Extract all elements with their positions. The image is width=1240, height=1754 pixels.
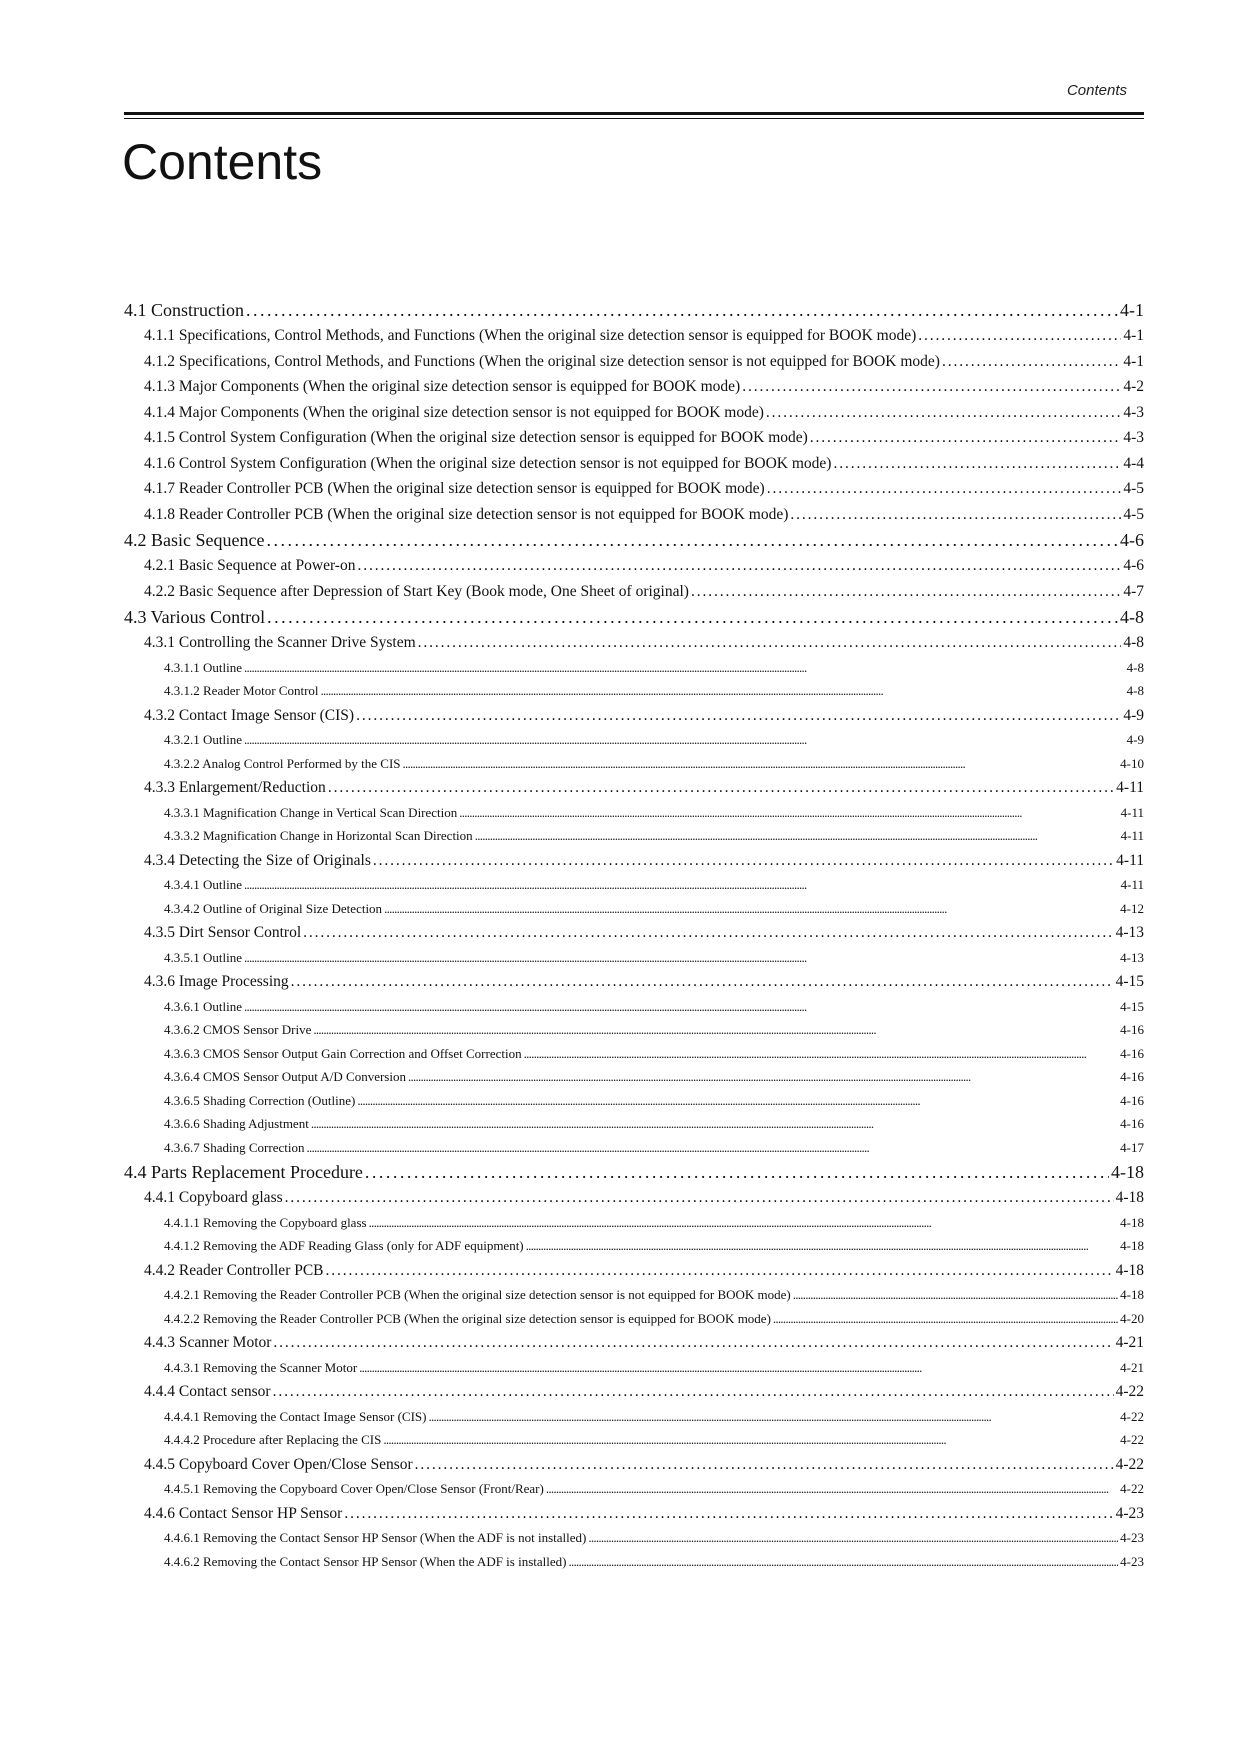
toc-entry-title: 4.4.6 Contact Sensor HP Sensor bbox=[144, 1504, 343, 1522]
toc-entry[interactable] bbox=[124, 703, 1144, 729]
toc-entry-page: 4-20 bbox=[1120, 1310, 1144, 1326]
toc-entry[interactable] bbox=[124, 679, 1144, 703]
toc-dot-leader bbox=[429, 1405, 1119, 1429]
toc-entry[interactable] bbox=[124, 897, 1144, 921]
toc-entry-title: 4.3.2.2 Analog Control Performed by the CIS bbox=[164, 755, 401, 771]
toc-entry-page: 4-18 bbox=[1120, 1238, 1144, 1253]
toc-dot-leader bbox=[359, 1356, 1118, 1380]
toc-entry[interactable] bbox=[124, 476, 1144, 502]
toc-entry-page: 4-21 bbox=[1120, 1359, 1144, 1375]
toc-dot-leader bbox=[267, 604, 1118, 630]
toc-entry[interactable] bbox=[124, 579, 1144, 605]
toc-entry-title: 4.1.6 Control System Configuration (When the original size detection sensor is not equipped for BOOK mode) bbox=[144, 454, 832, 472]
toc-dot-leader bbox=[546, 1477, 1118, 1501]
toc-dot-leader bbox=[273, 1379, 1114, 1405]
toc-entry[interactable] bbox=[124, 604, 1144, 630]
toc-entry-page: 4-5 bbox=[1123, 505, 1144, 523]
toc-entry-page: 4-6 bbox=[1120, 530, 1144, 550]
toc-entry[interactable] bbox=[124, 553, 1144, 579]
toc-entry[interactable] bbox=[124, 1428, 1144, 1452]
toc-entry-page: 4-16 bbox=[1120, 1022, 1144, 1037]
toc-entry-title: 4.2 Basic Sequence bbox=[124, 530, 265, 550]
toc-entry-title: 4.4 Parts Replacement Procedure bbox=[124, 1162, 363, 1182]
toc-entry-page: 4-10 bbox=[1120, 755, 1144, 771]
toc-entry-title: 4.1 Construction bbox=[124, 300, 244, 320]
toc-entry-title: 4.4.6.2 Removing the Contact Sensor HP Sensor (When the ADF is installed) bbox=[164, 1553, 567, 1569]
toc-entry[interactable] bbox=[124, 527, 1144, 553]
toc-dot-leader bbox=[369, 1211, 1119, 1235]
toc-dot-leader bbox=[244, 946, 1118, 970]
toc-dot-leader bbox=[344, 1501, 1113, 1527]
toc-entry-page: 4-23 bbox=[1115, 1504, 1144, 1522]
toc-entry-title: 4.4.5.1 Removing the Copyboard Cover Open/Close Sensor (Front/Rear) bbox=[164, 1481, 544, 1496]
toc-entry[interactable] bbox=[124, 1452, 1144, 1478]
toc-entry-page: 4-11 bbox=[1116, 779, 1144, 796]
toc-entry-title: 4.3.5.1 Outline bbox=[164, 949, 242, 965]
toc-entry-title: 4.3.2 Contact Image Sensor (CIS) bbox=[144, 706, 355, 724]
toc-dot-leader bbox=[273, 1330, 1113, 1356]
toc-dot-leader bbox=[568, 1550, 1118, 1574]
toc-entry-title: 4.3.6.1 Outline bbox=[164, 998, 242, 1014]
toc-entry-page: 4-21 bbox=[1115, 1334, 1144, 1351]
toc-entry[interactable] bbox=[124, 752, 1144, 776]
toc-dot-leader bbox=[942, 349, 1121, 375]
toc-entry-page: 4-11 bbox=[1116, 851, 1144, 869]
toc-entry-title: 4.3.6.6 Shading Adjustment bbox=[164, 1116, 309, 1131]
toc-entry-page: 4-11 bbox=[1120, 877, 1144, 892]
toc-entry[interactable] bbox=[124, 323, 1144, 349]
toc-dot-leader bbox=[326, 1258, 1114, 1284]
toc-entry[interactable] bbox=[124, 1136, 1144, 1160]
toc-entry[interactable] bbox=[124, 656, 1144, 680]
page-title: Contents bbox=[122, 134, 323, 190]
toc-entry-title: 4.3.6.4 CMOS Sensor Output A/D Conversion bbox=[164, 1069, 406, 1084]
toc-entry-title: 4.3 Various Control bbox=[124, 607, 266, 627]
toc-entry-page: 4-3 bbox=[1123, 403, 1144, 421]
toc-dot-leader bbox=[285, 1185, 1114, 1211]
toc-entry-page: 4-16 bbox=[1120, 1045, 1144, 1061]
toc-entry-title: 4.3.4 Detecting the Size of Originals bbox=[144, 851, 371, 869]
toc-entry-title: 4.3.6.7 Shading Correction bbox=[164, 1139, 305, 1155]
toc-dot-leader bbox=[588, 1526, 1118, 1550]
toc-dot-leader bbox=[524, 1042, 1119, 1066]
toc-entry-page: 4-22 bbox=[1115, 1383, 1144, 1400]
toc-entry[interactable] bbox=[124, 848, 1144, 874]
toc-dot-leader bbox=[403, 752, 1119, 776]
toc-entry-page: 4-18 bbox=[1111, 1162, 1144, 1182]
toc-entry[interactable] bbox=[124, 1065, 1144, 1089]
toc-dot-leader bbox=[790, 502, 1121, 528]
toc-entry[interactable] bbox=[124, 1330, 1144, 1356]
toc-dot-leader bbox=[766, 400, 1121, 426]
toc-dot-leader bbox=[526, 1234, 1119, 1258]
toc-dot-leader bbox=[356, 703, 1121, 729]
toc-entry[interactable] bbox=[124, 630, 1144, 656]
toc-entry-title: 4.4.1.1 Removing the Copyboard glass bbox=[164, 1214, 367, 1230]
running-header: Contents bbox=[1066, 82, 1127, 99]
toc-entry[interactable] bbox=[124, 1379, 1144, 1405]
toc-dot-leader bbox=[833, 451, 1121, 477]
toc-entry[interactable] bbox=[124, 374, 1144, 400]
toc-entry[interactable] bbox=[124, 297, 1144, 323]
toc-entry-title: 4.1.4 Major Components (When the original size detection sensor is not equipped for BOOK mode) bbox=[144, 403, 764, 421]
toc-entry[interactable] bbox=[124, 946, 1144, 970]
toc-entry-page: 4-11 bbox=[1120, 804, 1144, 820]
toc-entry-page: 4-22 bbox=[1120, 1481, 1144, 1496]
toc-entry[interactable] bbox=[124, 1477, 1144, 1501]
toc-entry-title: 4.3.1.2 Reader Motor Control bbox=[164, 683, 319, 698]
toc-dot-leader bbox=[244, 995, 1118, 1019]
toc-entry-page: 4-22 bbox=[1115, 1455, 1144, 1473]
toc-entry[interactable] bbox=[124, 1234, 1144, 1258]
toc-entry-page: 4-7 bbox=[1123, 582, 1144, 600]
toc-entry[interactable] bbox=[124, 1258, 1144, 1284]
toc-entry[interactable] bbox=[124, 995, 1144, 1019]
toc-dot-leader bbox=[306, 1136, 1118, 1160]
toc-entry-title: 4.3.6.3 CMOS Sensor Output Gain Correction and Offset Correction bbox=[164, 1045, 522, 1061]
toc-dot-leader bbox=[773, 1307, 1118, 1331]
toc-dot-leader bbox=[384, 897, 1118, 921]
toc-entry[interactable] bbox=[124, 1501, 1144, 1527]
toc-entry-title: 4.4.3.1 Removing the Scanner Motor bbox=[164, 1359, 358, 1375]
toc-entry-page: 4-4 bbox=[1123, 454, 1144, 472]
toc-entry[interactable] bbox=[124, 1112, 1144, 1136]
toc-dot-leader bbox=[383, 1428, 1118, 1452]
toc-dot-leader bbox=[321, 679, 1125, 703]
toc-entry-page: 4-11 bbox=[1120, 828, 1144, 843]
toc-entry-page: 4-1 bbox=[1123, 352, 1144, 370]
toc-dot-leader bbox=[810, 425, 1122, 451]
toc-dot-leader bbox=[244, 728, 1125, 752]
toc-entry-title: 4.3.1.1 Outline bbox=[164, 659, 242, 675]
toc-entry-title: 4.3.3.1 Magnification Change in Vertical Scan Direction bbox=[164, 804, 458, 820]
header-rule-thin bbox=[124, 118, 1144, 119]
toc-dot-leader bbox=[357, 553, 1121, 579]
toc-entry-title: 4.1.3 Major Components (When the original size detection sensor is equipped for BOOK mode) bbox=[144, 378, 741, 395]
toc-entry-title: 4.4.6.1 Removing the Contact Sensor HP Sensor (When the ADF is not installed) bbox=[164, 1530, 587, 1545]
toc-entry[interactable] bbox=[124, 1089, 1144, 1113]
toc-entry-page: 4-8 bbox=[1126, 683, 1144, 698]
toc-entry[interactable] bbox=[124, 502, 1144, 528]
toc-entry-title: 4.4.3 Scanner Motor bbox=[144, 1334, 272, 1351]
toc-entry-title: 4.4.2 Reader Controller PCB bbox=[144, 1261, 324, 1279]
toc-dot-leader bbox=[244, 873, 1119, 897]
toc-entry[interactable] bbox=[124, 1405, 1144, 1429]
toc-entry[interactable] bbox=[124, 1307, 1144, 1331]
toc-entry-title: 4.3.5 Dirt Sensor Control bbox=[144, 924, 302, 941]
toc-entry-page: 4-22 bbox=[1120, 1432, 1144, 1447]
toc-entry-page: 4-9 bbox=[1126, 732, 1144, 747]
toc-entry-page: 4-2 bbox=[1123, 378, 1144, 395]
toc-entry-page: 4-8 bbox=[1120, 607, 1144, 627]
toc-entry-page: 4-3 bbox=[1123, 429, 1144, 446]
toc-entry-page: 4-16 bbox=[1120, 1092, 1144, 1108]
toc-entry-page: 4-13 bbox=[1115, 924, 1144, 941]
toc-entry-title: 4.3.4.1 Outline bbox=[164, 877, 242, 892]
toc-entry-title: 4.2.2 Basic Sequence after Depression of Start Key (Book mode, One Sheet of original) bbox=[144, 582, 689, 600]
toc-entry[interactable] bbox=[124, 425, 1144, 451]
toc-entry-title: 4.3.4.2 Outline of Original Size Detection bbox=[164, 900, 383, 916]
toc-dot-leader bbox=[373, 848, 1114, 874]
toc-dot-leader bbox=[328, 775, 1114, 801]
toc-entry-title: 4.3.6.2 CMOS Sensor Drive bbox=[164, 1022, 312, 1037]
toc-entry-page: 4-16 bbox=[1120, 1069, 1144, 1084]
toc-entry-page: 4-6 bbox=[1123, 557, 1144, 574]
toc-dot-leader bbox=[408, 1065, 1118, 1089]
toc-entry-page: 4-18 bbox=[1115, 1189, 1144, 1206]
toc-entry[interactable] bbox=[124, 920, 1144, 946]
toc-dot-leader bbox=[459, 801, 1118, 825]
toc-entry-page: 4-18 bbox=[1120, 1214, 1144, 1230]
toc-entry-page: 4-15 bbox=[1115, 973, 1144, 990]
toc-entry-title: 4.4.2.2 Removing the Reader Controller PCB (When the original size detection sensor is equipped for BOOK mode) bbox=[164, 1310, 771, 1326]
toc-entry[interactable] bbox=[124, 873, 1144, 897]
toc-entry-page: 4-8 bbox=[1126, 659, 1144, 675]
toc-entry[interactable] bbox=[124, 775, 1144, 801]
toc-entry[interactable] bbox=[124, 1042, 1144, 1066]
toc-entry-title: 4.3.2.1 Outline bbox=[164, 732, 242, 747]
toc-dot-leader bbox=[313, 1018, 1118, 1042]
toc-entry-title: 4.2.1 Basic Sequence at Power-on bbox=[144, 557, 356, 574]
toc-entry[interactable] bbox=[124, 1526, 1144, 1550]
toc-entry-page: 4-18 bbox=[1115, 1261, 1144, 1279]
toc-entry-title: 4.4.2.1 Removing the Reader Controller PCB (When the original size detection sensor is not equipped for BOOK mode) bbox=[164, 1287, 791, 1302]
toc-entry-title: 4.4.1 Copyboard glass bbox=[144, 1189, 283, 1206]
toc-dot-leader bbox=[475, 824, 1119, 848]
toc-entry-page: 4-8 bbox=[1123, 634, 1144, 651]
toc-entry-title: 4.3.6.5 Shading Correction (Outline) bbox=[164, 1092, 356, 1108]
toc-entry-title: 4.3.1 Controlling the Scanner Drive System bbox=[144, 634, 416, 651]
toc-entry-title: 4.4.4 Contact sensor bbox=[144, 1383, 271, 1400]
toc-entry-page: 4-17 bbox=[1120, 1139, 1144, 1155]
toc-dot-leader bbox=[742, 374, 1121, 400]
toc-entry[interactable] bbox=[124, 1356, 1144, 1380]
toc-entry[interactable] bbox=[124, 1185, 1144, 1211]
toc-entry-page: 4-18 bbox=[1120, 1287, 1144, 1302]
toc-entry[interactable] bbox=[124, 400, 1144, 426]
toc-entry[interactable] bbox=[124, 1159, 1144, 1185]
toc-entry[interactable] bbox=[124, 824, 1144, 848]
toc-entry-page: 4-9 bbox=[1123, 706, 1144, 724]
toc-dot-leader bbox=[415, 1452, 1114, 1478]
toc-entry-title: 4.4.5 Copyboard Cover Open/Close Sensor bbox=[144, 1455, 413, 1473]
toc-entry-page: 4-23 bbox=[1120, 1530, 1144, 1545]
toc-entry-title: 4.4.4.1 Removing the Contact Image Sensor (CIS) bbox=[164, 1408, 427, 1424]
toc-entry-page: 4-5 bbox=[1123, 480, 1144, 497]
toc-entry[interactable] bbox=[124, 801, 1144, 825]
toc-entry-title: 4.1.7 Reader Controller PCB (When the original size detection sensor is equipped for BOOK mode) bbox=[144, 480, 765, 497]
toc-dot-leader bbox=[918, 323, 1121, 349]
toc-entry-page: 4-1 bbox=[1120, 300, 1144, 320]
toc-entry-title: 4.1.1 Specifications, Control Methods, and Functions (When the original size detection sensor is equipped for BOOK mode) bbox=[144, 327, 917, 344]
toc-dot-leader bbox=[246, 297, 1118, 323]
toc-entry-title: 4.4.1.2 Removing the ADF Reading Glass (only for ADF equipment) bbox=[164, 1238, 524, 1253]
toc-entry-title: 4.4.4.2 Procedure after Replacing the CIS bbox=[164, 1432, 382, 1447]
toc-entry[interactable] bbox=[124, 1550, 1144, 1574]
toc-entry-title: 4.1.2 Specifications, Control Methods, and Functions (When the original size detection sensor is not equipped for BOOK mode) bbox=[144, 352, 940, 370]
toc-entry-page: 4-23 bbox=[1120, 1553, 1144, 1569]
toc-dot-leader bbox=[691, 579, 1121, 605]
toc-entry-title: 4.3.3 Enlargement/Reduction bbox=[144, 779, 326, 796]
table-of-contents bbox=[124, 297, 1144, 1573]
toc-entry-page: 4-1 bbox=[1123, 327, 1144, 344]
toc-entry-title: 4.3.6 Image Processing bbox=[144, 973, 289, 990]
toc-dot-leader bbox=[767, 476, 1122, 502]
toc-entry-page: 4-12 bbox=[1120, 900, 1144, 916]
toc-dot-leader bbox=[357, 1089, 1118, 1113]
toc-entry-page: 4-22 bbox=[1120, 1408, 1144, 1424]
toc-dot-leader bbox=[303, 920, 1113, 946]
toc-entry[interactable] bbox=[124, 969, 1144, 995]
toc-entry-page: 4-13 bbox=[1120, 949, 1144, 965]
toc-entry[interactable] bbox=[124, 1283, 1144, 1307]
toc-entry-title: 4.1.8 Reader Controller PCB (When the original size detection sensor is not equipped for BOOK mode) bbox=[144, 505, 789, 523]
toc-dot-leader bbox=[793, 1283, 1118, 1307]
toc-entry[interactable] bbox=[124, 451, 1144, 477]
toc-entry-title: 4.1.5 Control System Configuration (When the original size detection sensor is equipped for BOOK mode) bbox=[144, 429, 808, 446]
toc-entry[interactable] bbox=[124, 349, 1144, 375]
toc-dot-leader bbox=[291, 969, 1114, 995]
toc-entry[interactable] bbox=[124, 1018, 1144, 1042]
toc-entry-page: 4-16 bbox=[1120, 1116, 1144, 1131]
toc-dot-leader bbox=[244, 656, 1125, 680]
toc-entry-title: 4.3.3.2 Magnification Change in Horizontal Scan Direction bbox=[164, 828, 473, 843]
toc-dot-leader bbox=[266, 527, 1118, 553]
toc-dot-leader bbox=[365, 1159, 1109, 1185]
toc-entry-page: 4-15 bbox=[1120, 998, 1144, 1014]
header-rule-thick bbox=[124, 112, 1144, 115]
toc-dot-leader bbox=[311, 1112, 1118, 1136]
toc-dot-leader bbox=[418, 630, 1122, 656]
toc-entry[interactable] bbox=[124, 1211, 1144, 1235]
toc-entry[interactable] bbox=[124, 728, 1144, 752]
